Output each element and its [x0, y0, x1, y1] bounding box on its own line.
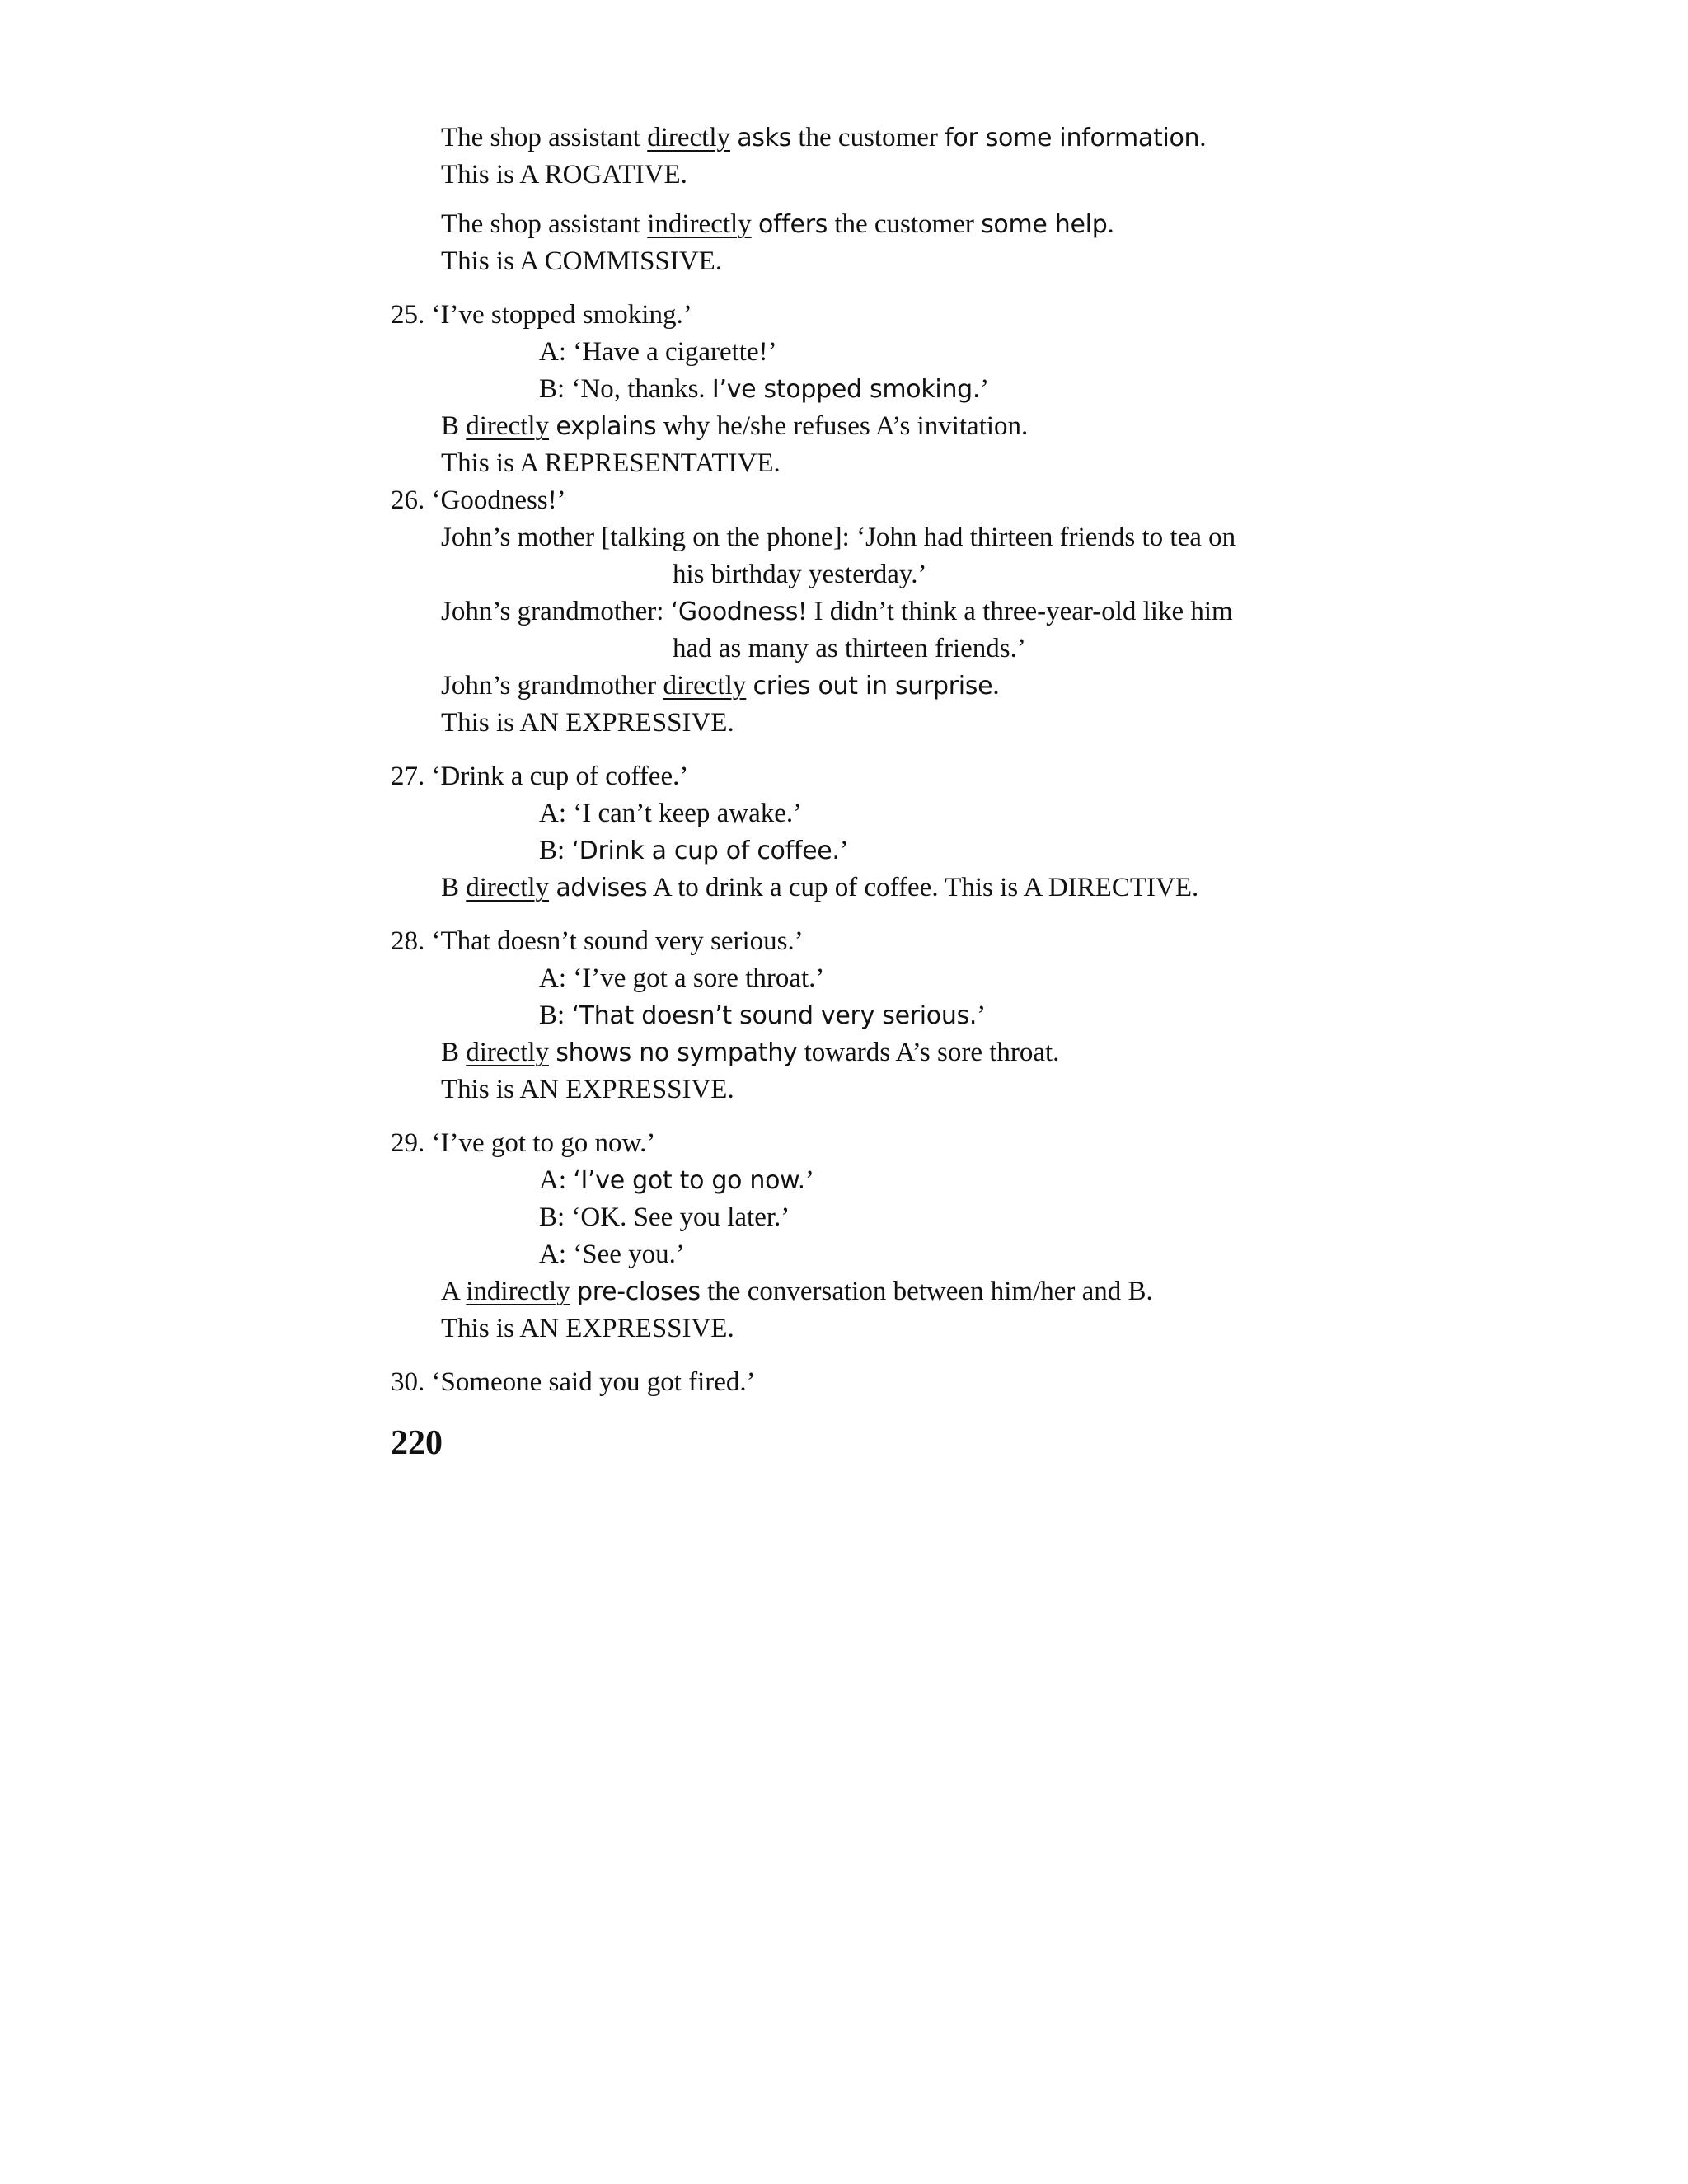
dialogue-line — [441, 521, 1236, 554]
text-line — [441, 871, 1198, 904]
text-run: A: ‘See you.’ — [539, 1240, 685, 1269]
text-line — [441, 1073, 734, 1106]
text-run: This is AN EXPRESSIVE. — [441, 708, 734, 738]
text-run: 26. ‘Goodness!’ — [391, 485, 566, 515]
underlined-word: indirectly — [466, 1277, 570, 1306]
text-run: This is A ROGATIVE. — [441, 160, 687, 190]
dialogue-line — [539, 962, 824, 995]
item-heading — [391, 1127, 655, 1160]
text-run: 28. ‘That doesn’t sound very serious.’ — [391, 926, 804, 956]
text-run: A: ‘I’ve got a sore throat.’ — [539, 963, 825, 993]
handwritten-annotation: shows no sympathy — [556, 1038, 798, 1067]
dialogue-line — [539, 1164, 814, 1197]
text-run: ’ — [804, 1165, 814, 1195]
handwritten-annotation: ‘Drink a cup of coffee. — [571, 837, 840, 865]
handwritten-annotation: for some information — [945, 124, 1200, 152]
text-line — [441, 1036, 1059, 1069]
text-run: 30. ‘Someone said you got fired.’ — [391, 1367, 756, 1397]
text-line — [441, 245, 722, 278]
text-run: John’s grandmother — [441, 671, 663, 701]
dialogue-line — [441, 595, 1233, 628]
text-run: B: ‘No, thanks. — [539, 374, 712, 404]
text-run: 29. ‘I’ve got to go now.’ — [391, 1128, 656, 1158]
text-run — [746, 671, 753, 701]
underlined-word: directly — [647, 123, 731, 152]
dialogue-continuation — [673, 558, 927, 591]
text-run: B — [441, 873, 467, 902]
handwritten-annotation: pre-closes — [576, 1277, 701, 1306]
text-run: . — [992, 671, 1000, 701]
text-run: his birthday yesterday.’ — [673, 560, 927, 589]
text-run: A to drink a cup of coffee. This is A DIRECTIVE. — [647, 873, 1199, 902]
text-run: B: ‘OK. See you later.’ — [539, 1202, 790, 1232]
text-line — [441, 706, 734, 739]
text-run: B — [441, 411, 467, 441]
text-run: John’s mother [talking on the phone]: ‘John had thirteen friends to tea on — [441, 523, 1236, 552]
handwritten-annotation: ‘I’ve got to go now. — [573, 1166, 805, 1195]
text-run: ! I didn’t think a three-year-old like him — [798, 597, 1233, 626]
text-run: 25. ‘I’ve stopped smoking.’ — [391, 300, 692, 330]
item-heading — [391, 484, 566, 517]
text-run: why he/she refuses A’s invitation. — [656, 411, 1029, 441]
text-run: This is AN EXPRESSIVE. — [441, 1314, 734, 1343]
text-line — [441, 208, 1114, 241]
page-number: 220 — [391, 1424, 443, 1462]
dialogue-line — [539, 1201, 790, 1234]
text-run: ’ — [839, 836, 849, 865]
text-line — [441, 447, 781, 480]
text-run — [570, 1277, 577, 1306]
dialogue-line — [539, 834, 849, 867]
dialogue-line — [539, 797, 802, 830]
text-run: 27. ‘Drink a cup of coffee.’ — [391, 762, 689, 791]
underlined-word: directly — [663, 671, 747, 701]
handwritten-annotation: some help — [981, 210, 1108, 239]
handwritten-annotation: advises — [556, 874, 648, 902]
text-run — [752, 209, 758, 239]
text-run: . — [1199, 123, 1207, 152]
text-run: B: — [539, 1001, 572, 1030]
text-run: The shop assistant — [441, 123, 648, 152]
item-heading — [391, 925, 804, 958]
text-run: the conversation between him/her and B. — [700, 1277, 1153, 1306]
text-run: B — [441, 1038, 467, 1067]
text-run: the customer — [791, 123, 945, 152]
handwritten-annotation: I’ve stopped smoking. — [711, 375, 981, 404]
handwritten-annotation: ‘Goodness — [670, 598, 799, 626]
underlined-word: directly — [466, 873, 550, 902]
text-run: towards A’s sore throat. — [797, 1038, 1060, 1067]
underlined-word: directly — [466, 1038, 550, 1067]
item-heading — [391, 1366, 756, 1399]
text-run: A: — [539, 1165, 574, 1195]
handwritten-annotation: explains — [556, 412, 657, 441]
text-run: This is A REPRESENTATIVE. — [441, 448, 781, 478]
dialogue-continuation — [673, 632, 1026, 665]
handwritten-annotation: ‘That doesn’t sound very serious. — [571, 1001, 978, 1030]
text-run: A — [441, 1277, 467, 1306]
text-run: . — [1107, 209, 1114, 239]
underlined-word: directly — [466, 411, 550, 441]
text-run: This is AN EXPRESSIVE. — [441, 1075, 734, 1104]
text-run: The shop assistant — [441, 209, 648, 239]
text-line — [441, 121, 1207, 154]
text-line — [441, 1275, 1153, 1308]
underlined-word: indirectly — [647, 209, 752, 239]
handwritten-annotation: offers — [757, 210, 828, 239]
dialogue-line — [539, 999, 986, 1032]
text-run: the customer — [828, 209, 982, 239]
text-run: ’ — [977, 1001, 987, 1030]
text-run: ’ — [980, 374, 990, 404]
text-run: This is A COMMISSIVE. — [441, 246, 723, 276]
dialogue-line — [539, 335, 777, 368]
text-run: B: — [539, 836, 572, 865]
text-run: had as many as thirteen friends.’ — [673, 634, 1026, 663]
text-run: A: ‘I can’t keep awake.’ — [539, 799, 803, 828]
item-heading — [391, 298, 692, 331]
item-heading — [391, 760, 688, 793]
handwritten-annotation: cries out in surprise — [753, 672, 993, 701]
text-run: John’s grandmother: — [441, 597, 671, 626]
text-line — [441, 1312, 734, 1345]
handwritten-annotation: asks — [737, 124, 792, 152]
dialogue-line — [539, 1238, 685, 1271]
text-line — [441, 410, 1028, 443]
dialogue-line — [539, 373, 989, 405]
text-line — [441, 669, 1000, 702]
text-run: A: ‘Have a cigarette!’ — [539, 337, 777, 367]
text-line — [441, 158, 687, 191]
